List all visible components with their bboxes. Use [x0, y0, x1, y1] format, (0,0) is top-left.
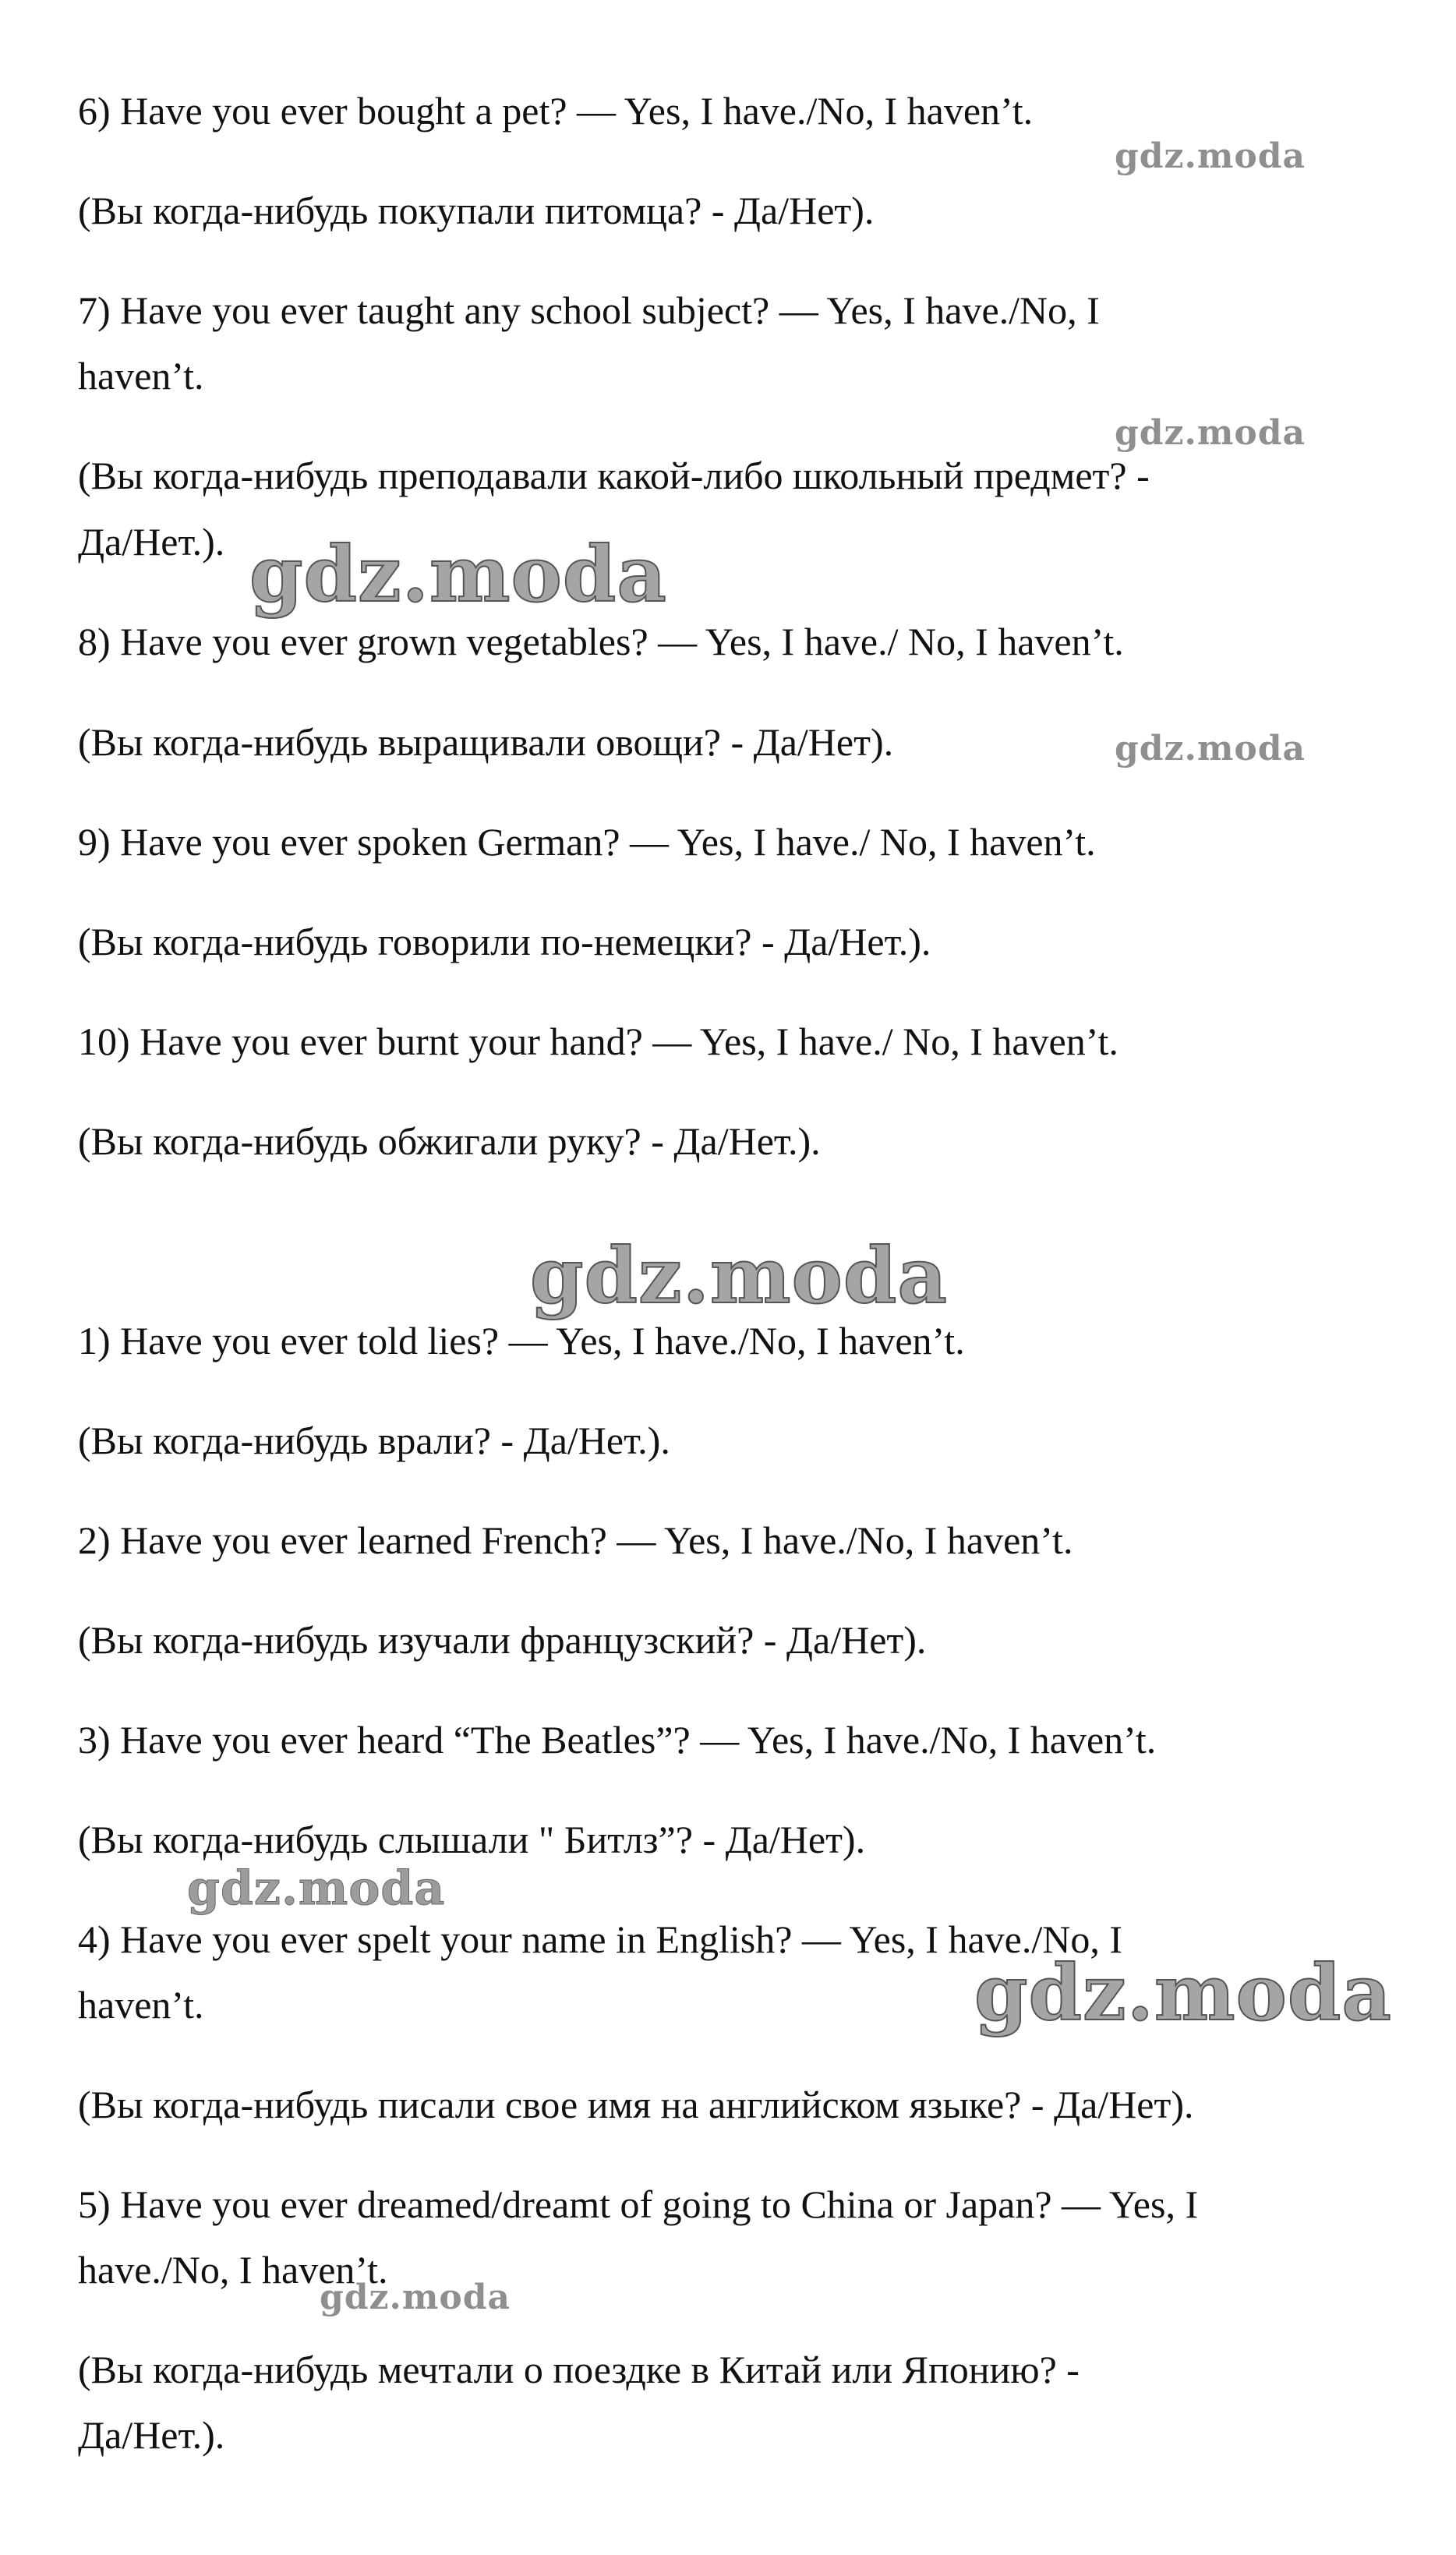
text-line: (Вы когда-нибудь говорили по-немецки? - Да/Нет.). [78, 920, 931, 963]
text-line: (Вы когда-нибудь преподавали какой-либо школьный предмет? - [78, 454, 1150, 497]
text-line: (Вы когда-нибудь обжигали руку? - Да/Нет.). [78, 1119, 821, 1163]
text-line: 2) Have you ever learned French? — Yes, I have./No, I haven’t. [78, 1518, 1073, 1562]
text-line: 4) Have you ever spelt your name in English? — Yes, I have./No, I [78, 1917, 1122, 1961]
text-line: 5) Have you ever dreamed/dreamt of going to China or Japan? — Yes, I [78, 2182, 1199, 2226]
watermark: gdz.moda [249, 530, 667, 620]
text-line: 3) Have you ever heard “The Beatles”? — Yes, I have./No, I haven’t. [78, 1718, 1157, 1762]
text-line: Да/Нет.). [78, 520, 225, 564]
watermark: gdz.moda [530, 1232, 948, 1321]
text-line: (Вы когда-нибудь изучали французский? - Да/Нет). [78, 1618, 927, 1662]
text-line: 6) Have you ever bought a pet? — Yes, I have./No, I haven’t. [78, 89, 1034, 133]
watermark: gdz.moda [1115, 729, 1306, 769]
text-line: (Вы когда-нибудь мечтали о поездке в Китай или Японию? - [78, 2348, 1080, 2391]
text-line: 1) Have you ever told lies? — Yes, I have./No, I haven’t. [78, 1319, 965, 1362]
watermark: gdz.moda [187, 1861, 446, 1916]
text-line: haven’t. [78, 1983, 204, 2027]
watermark: gdz.moda [1115, 136, 1306, 176]
watermark: gdz.moda [974, 1949, 1392, 2038]
text-line: 8) Have you ever grown vegetables? — Yes, I have./ No, I haven’t. [78, 620, 1124, 663]
watermark: gdz.moda [320, 2278, 511, 2317]
text-line: have./No, I haven’t. [78, 2248, 388, 2292]
text-line: (Вы когда-нибудь покупали питомца? - Да/Нет). [78, 189, 875, 232]
text-line: 9) Have you ever spoken German? — Yes, I have./ No, I haven’t. [78, 820, 1096, 864]
text-line: (Вы когда-нибудь выращивали овощи? - Да/Нет). [78, 720, 894, 764]
watermark: gdz.moda [1115, 413, 1306, 453]
text-line: 10) Have you ever burnt your hand? — Yes, I have./ No, I haven’t. [78, 1020, 1119, 1063]
text-line: (Вы когда-нибудь слышали " Битлз”? - Да/Нет). [78, 1818, 866, 1861]
text-line: haven’t. [78, 354, 204, 398]
text-line: (Вы когда-нибудь писали свое имя на английском языке? - Да/Нет). [78, 2083, 1194, 2126]
text-line: Да/Нет.). [78, 2413, 225, 2457]
text-line: (Вы когда-нибудь врали? - Да/Нет.). [78, 1419, 670, 1462]
text-line: 7) Have you ever taught any school subject? — Yes, I have./No, I [78, 288, 1100, 332]
